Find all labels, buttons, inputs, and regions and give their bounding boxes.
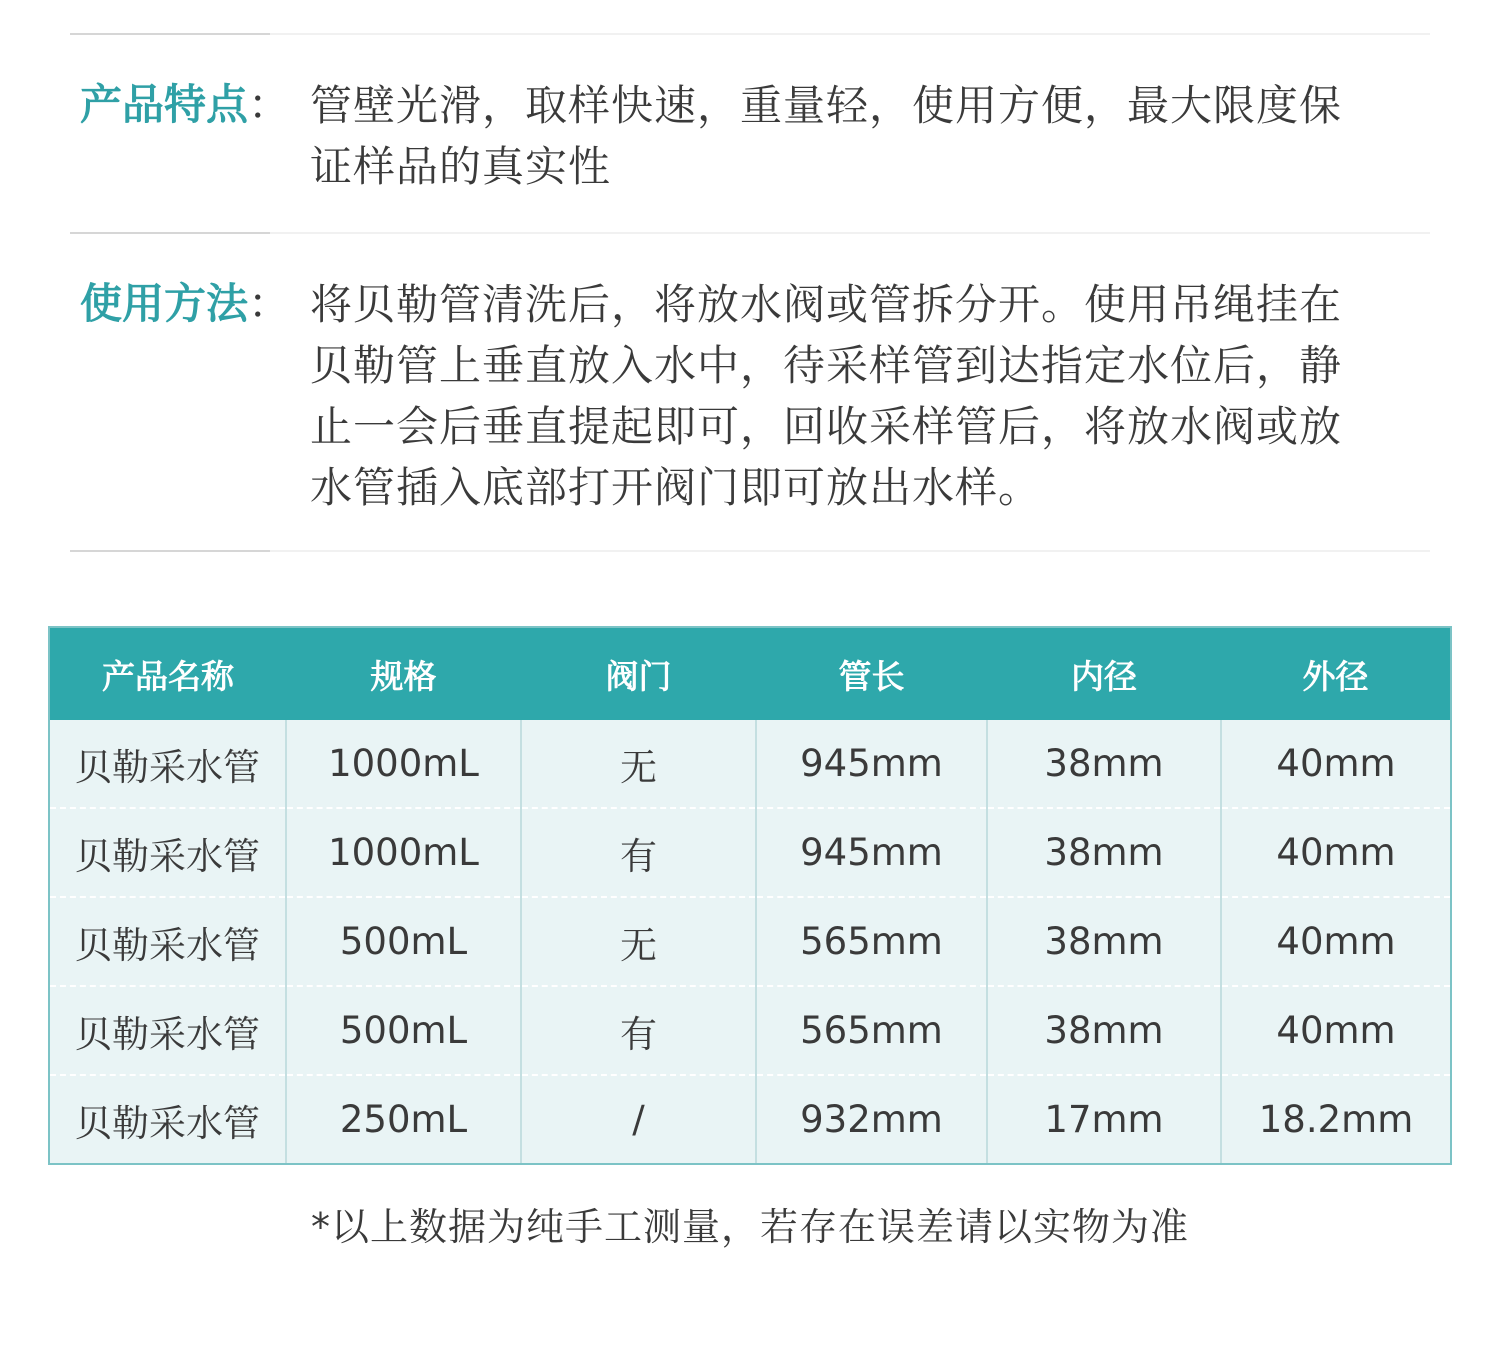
cell-inner-diameter: 17mm — [987, 1075, 1221, 1163]
feature-label-text: 使用方法 — [80, 279, 249, 328]
cell-spec: 500mL — [286, 986, 521, 1075]
cell-product-name: 贝勒采水管 — [50, 808, 286, 897]
feature-text-line: 贝勒管上垂直放入水中，待采样管到达指定水位后，静 — [310, 341, 1343, 390]
cell-valve: 无 — [521, 720, 756, 808]
header-spec: 规格 — [286, 628, 521, 720]
feature-label-text: 产品特点 — [80, 80, 249, 129]
feature-label — [80, 75, 290, 135]
cell-tube-length: 945mm — [756, 720, 987, 808]
cell-spec: 250mL — [286, 1075, 521, 1163]
feature-text-line: 管壁光滑，取样快速，重量轻，使用方便，最大限度保 — [310, 81, 1343, 130]
cell-tube-length: 565mm — [756, 986, 987, 1075]
cell-spec: 1000mL — [286, 808, 521, 897]
divider-middle — [70, 232, 1430, 234]
cell-outer-diameter: 40mm — [1221, 986, 1450, 1075]
spec-table — [48, 626, 1452, 1165]
feature-label-colon: ： — [248, 80, 291, 129]
header-outer-diameter: 外径 — [1221, 628, 1450, 720]
cell-product-name: 贝勒采水管 — [50, 897, 286, 986]
cell-outer-diameter: 40mm — [1221, 897, 1450, 986]
feature-label-colon: ： — [248, 279, 291, 328]
cell-product-name: 贝勒采水管 — [50, 986, 286, 1075]
divider-bottom — [70, 550, 1430, 552]
feature-text-line: 将贝勒管清洗后，将放水阀或管拆分开。使用吊绳挂在 — [310, 280, 1343, 329]
feature-text-line: 止一会后垂直提起即可，回收采样管后，将放水阀或放 — [310, 402, 1343, 451]
measurement-note: *以上数据为纯手工测量，若存在误差请以实物为准 — [310, 1205, 1189, 1249]
header-product-name: 产品名称 — [50, 628, 286, 720]
feature-text — [310, 75, 1410, 197]
cell-tube-length: 565mm — [756, 897, 987, 986]
divider-top — [70, 33, 1430, 35]
feature-text-line: 水管插入底部打开阀门即可放出水样。 — [310, 463, 1042, 512]
feature-label — [80, 274, 290, 334]
table-row — [50, 1075, 1450, 1163]
cell-inner-diameter: 38mm — [987, 808, 1221, 897]
header-inner-diameter: 内径 — [987, 628, 1221, 720]
table-row — [50, 720, 1450, 808]
cell-valve: 无 — [521, 897, 756, 986]
cell-valve: 有 — [521, 986, 756, 1075]
spec-table-grid — [50, 628, 1450, 1163]
cell-product-name: 贝勒采水管 — [50, 1075, 286, 1163]
table-row — [50, 986, 1450, 1075]
cell-inner-diameter: 38mm — [987, 986, 1221, 1075]
cell-outer-diameter: 40mm — [1221, 720, 1450, 808]
cell-valve: / — [521, 1075, 756, 1163]
cell-tube-length: 945mm — [756, 808, 987, 897]
cell-product-name: 贝勒采水管 — [50, 720, 286, 808]
cell-outer-diameter: 18.2mm — [1221, 1075, 1450, 1163]
table-row — [50, 897, 1450, 986]
feature-text — [310, 274, 1410, 518]
cell-tube-length: 932mm — [756, 1075, 987, 1163]
cell-spec: 500mL — [286, 897, 521, 986]
header-tube-length: 管长 — [756, 628, 987, 720]
feature-text-line: 证样品的真实性 — [310, 142, 612, 191]
cell-outer-diameter: 40mm — [1221, 808, 1450, 897]
cell-valve: 有 — [521, 808, 756, 897]
table-header-row — [50, 628, 1450, 720]
header-valve: 阀门 — [521, 628, 756, 720]
cell-inner-diameter: 38mm — [987, 720, 1221, 808]
cell-inner-diameter: 38mm — [987, 897, 1221, 986]
table-row — [50, 808, 1450, 897]
cell-spec: 1000mL — [286, 720, 521, 808]
